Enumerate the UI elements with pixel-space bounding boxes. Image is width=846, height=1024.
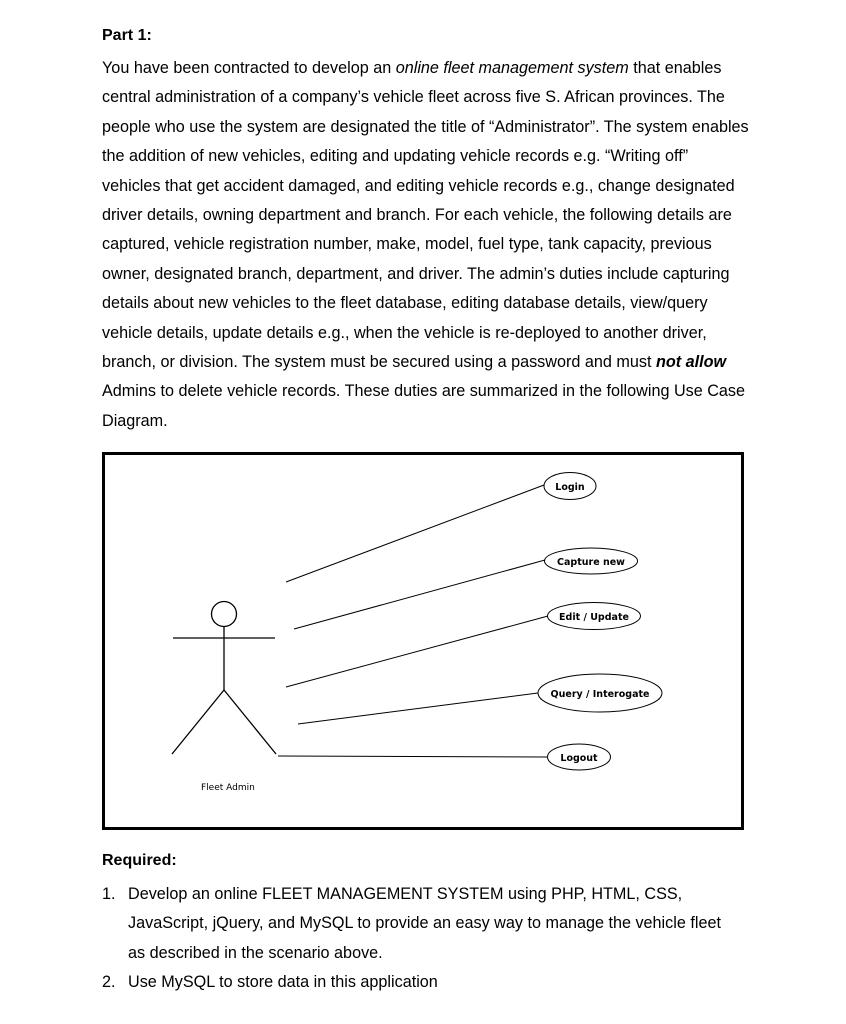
requirement-text: Develop an online FLEET MANAGEMENT SYSTEM using PHP, HTML, CSS, JavaScript, jQuery, and MySQL to provide an easy way to manage the vehicle fleet as described in the scenario above. [128, 885, 721, 962]
use-case-capture-new-label: Capture new [557, 557, 625, 568]
intro-emphasis-system: online fleet management system [395, 59, 629, 77]
actor-head [212, 602, 237, 627]
association-line-edit-update [286, 616, 548, 687]
requirements-list [102, 880, 742, 998]
requirement-number: 1. [102, 885, 116, 903]
association-lines [278, 485, 548, 757]
use-case-logout-label: Logout [560, 753, 598, 764]
use-case-edit-update-label: Edit / Update [559, 612, 629, 623]
intro-text-3: Admins to delete vehicle records. These duties are summarized in the following Use Case Diagram. [102, 382, 746, 430]
part-heading: Part 1: [102, 27, 152, 44]
actor-label: Fleet Admin [201, 783, 255, 793]
actor-left-leg [172, 690, 224, 754]
required-heading: Required: [102, 852, 177, 869]
actor-stick-figure [172, 602, 276, 755]
intro-text-1: You have been contracted to develop an [102, 59, 396, 77]
association-line-logout [278, 756, 548, 757]
actor-right-leg [224, 690, 276, 754]
use-case-query-interogate-label: Query / Interogate [550, 689, 650, 700]
requirement-item [102, 880, 742, 968]
requirement-item [102, 968, 742, 997]
use-case-diagram [102, 452, 744, 830]
intro-emphasis-not-allow: not allow [655, 353, 727, 372]
intro-text-2: that enables central administration of a company’s vehicle fleet across five S. African provinces. The people who use the system are designated the title of “Administrator”. The system enables the addition of new vehicles, editing and updating vehicle records e.g. “Writing off” vehicles that get accident damaged, and editing vehicle records e.g., change designated driver details, owning department and branch. For each vehicle, the following details are captured, vehicle registration number, make, model, fuel type, tank capacity, previous owner, designated branch, department, and driver. The admin’s duties include capturing details about new vehicles to the fleet database, editing database details, view/query vehicle details, update details e.g., when the vehicle is re-deployed to another driver, branch, or division. The system must be secured using a password and must [102, 59, 749, 372]
association-line-capture-new [294, 560, 545, 629]
use-case-diagram-canvas [105, 455, 741, 827]
requirement-text: Use MySQL to store data in this application [128, 973, 438, 992]
association-line-query [298, 693, 538, 724]
use-case-login-label: Login [555, 482, 585, 493]
intro-paragraph [102, 54, 750, 436]
requirement-number: 2. [102, 973, 116, 992]
association-line-login [286, 485, 544, 582]
